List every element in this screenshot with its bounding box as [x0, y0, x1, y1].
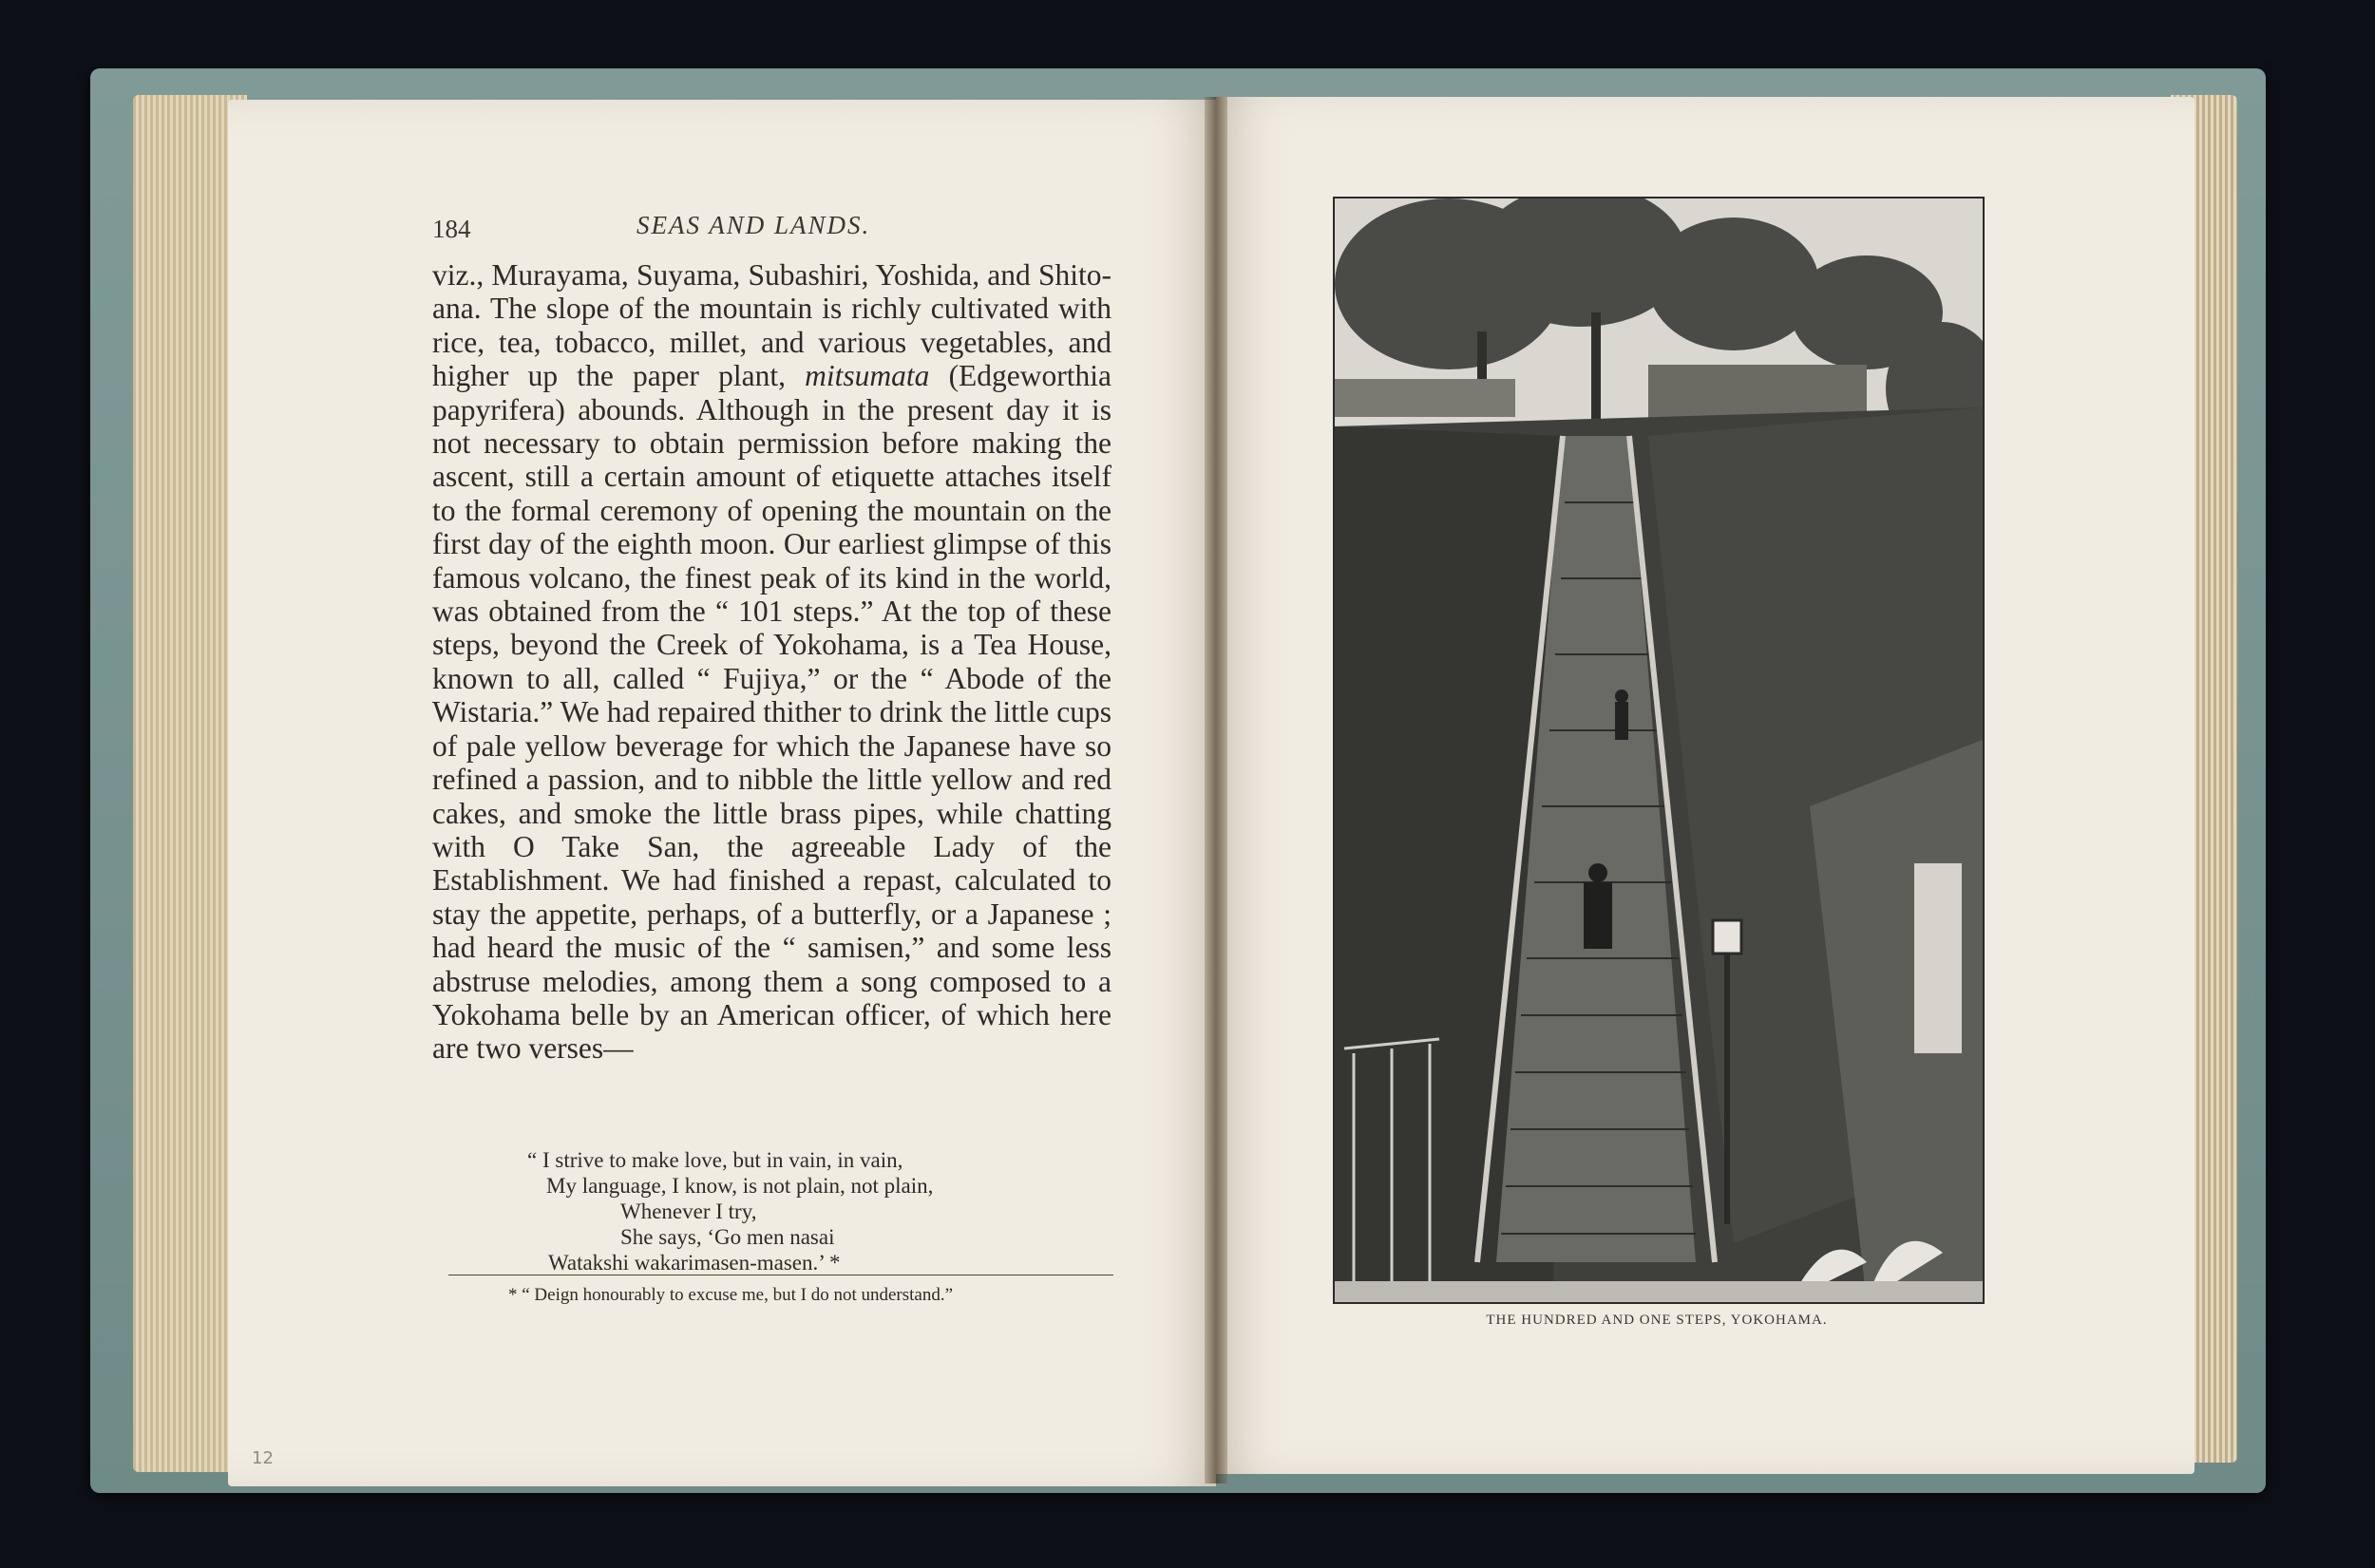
verse-block — [527, 1147, 1097, 1275]
verse-line: “ I strive to make love, but in vain, in vain, — [527, 1148, 903, 1172]
verse-line: Watakshi wakarimasen-masen.’ * — [548, 1251, 841, 1275]
footnote: * “ Deign honourably to excuse me, but I do not understand.” — [508, 1285, 954, 1305]
book-gutter — [1205, 97, 1227, 1483]
running-title: SEAS AND LANDS. — [636, 211, 871, 239]
running-head — [432, 211, 1116, 249]
body-text-part-2: (Edgeworthia papyrifera) abounds. Although in the present day it is not necessary to obtain permission before making the ascent, still a certain amount of etiquette attaches itself to the formal ceremony of opening the mountain on the first day of the eighth moon. Our earliest glimpse of this famous volcano, the finest peak of its kind in the world, was obtained from the “ 101 steps.” At the top of these steps, beyond the Creek of Yokohama, is a Tea House, known to all, called “ Fujiya,” or the “ Abode of the Wistaria.” We had repaired thither to drink the little cups of pale yellow beverage for which the Japanese have so refined a passion, and to nibble the little yellow and red cakes, and smoke the little brass pipes, while chatting with O Take San, the agreeable Lady of the Establishment. We had finished a repast, calculated to stay the appetite, perhaps, of a butterfly, or a Japanese ; had heard the music of the “ samisen,” and some less abstruse melodies, among them a song composed to a Yokohama belle by an American officer, of which here are two verses— — [432, 359, 1112, 1066]
margin-pencil-mark: 12 — [252, 1448, 274, 1468]
body-text-part-1: viz., Murayama, Suyama, Subashiri, Yoshida, and Shito-ana. The slope of the mountain is richly cultivated with rice, tea, tobacco, millet, and various vegetables, and higher up the paper plant, — [432, 258, 1112, 393]
body-paragraph — [432, 258, 1112, 1066]
stairs-photo — [1335, 198, 1983, 1302]
photo-plate — [1333, 197, 1985, 1304]
page-number: 184 — [432, 215, 471, 243]
verse-line: She says, ‘Go men nasai — [620, 1225, 835, 1249]
body-text-italic: mitsumata — [805, 359, 930, 393]
plate-caption: THE HUNDRED AND ONE STEPS, YOKOHAMA. — [1486, 1313, 1828, 1328]
verse-line: My language, I know, is not plain, not plain, — [546, 1174, 934, 1198]
verse-line: Whenever I try, — [620, 1200, 757, 1223]
